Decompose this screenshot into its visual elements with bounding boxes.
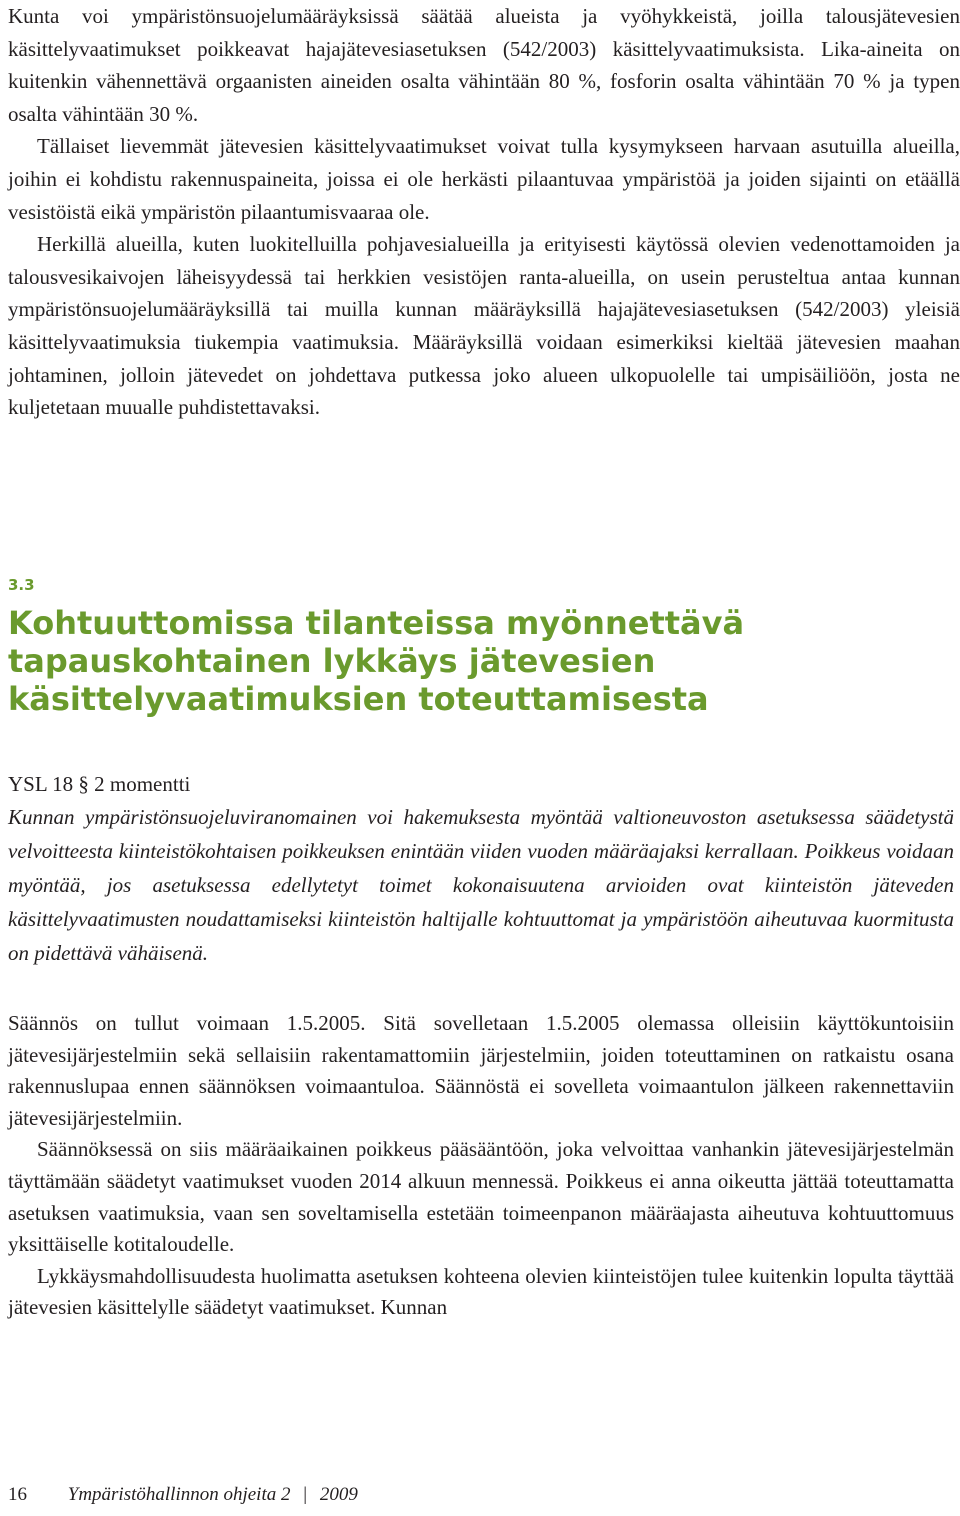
intro-paragraph-2: Tällaiset lievemmät jätevesien käsittelyvaatimukset voivat tulla kysymykseen harvaan asutuilla alueilla, joihin ei kohdistu rakennuspaineita, joissa ei ole herkästi pilaantuvaa ympäristöä ja joiden sijainti on etäällä vesistöistä eikä ympäristön pilaantumisvaaraa ole. <box>8 134 960 224</box>
page-number: 16 <box>8 1484 27 1505</box>
publication-name: Ympäristöhallinnon ohjeita <box>67 1484 277 1505</box>
intro-paragraph-3: Herkillä alueilla, kuten luokitelluilla pohjavesialueilla ja erityisesti käytössä olevien vedenottamoiden ja talousvesikaivojen läheisyydessä tai herkkien vesistöjen ranta-alueilla, on usein perusteltua antaa kunnan ympäristönsuojelumääräyksillä tai muilla kunnan määräyksillä hajajätevesiasetuksen (542/2003) yleisiä käsittelyvaatimuksia tiukempia vaatimuksia. Määräyksillä voidaan esimerkiksi kieltää jätevesien maahan johtaminen, jolloin jätevedet on johdettava putkessa joko alueen ulkopuolelle tai umpisäiliöön, josta ne kuljetetaan muualle puhdistettavaksi. <box>8 232 960 420</box>
law-quote: Kunnan ympäristönsuojeluviranomainen voi hakemuksesta myöntää valtioneuvoston asetuksessa säädetystä velvoitteesta kiinteistökohtaisen poikkeuksen enintään viiden vuoden määräajaksi kerrallaan. Poikkeus voidaan myöntää, jos asetuksessa edellytetyt toimet kokonaisuutena arvioiden ovat kiinteistön jäteveden käsittelyvaatimusten noudattamiseksi kiinteistön haltijalle kohtuuttomat ja ympäristöön aiheutuvaa kuormitusta on pidettävä vähäisenä. <box>8 805 954 965</box>
page-footer <box>8 1484 358 1506</box>
section-body <box>8 1008 954 1324</box>
section-number: 3.3 <box>8 576 35 594</box>
footer-separator: | <box>303 1484 308 1505</box>
publication-year: 2009 <box>319 1484 358 1505</box>
section-title: Kohtuuttomissa tilanteissa myönnettävä tapauskohtainen lykkäys jätevesien käsittelyvaatimuksien toteuttamisesta <box>8 604 745 718</box>
issue-number: 2 <box>281 1484 291 1505</box>
body-paragraph-2: Säännöksessä on siis määräaikainen poikkeus pääsääntöön, joka velvoittaa vanhankin jätevesijärjestelmän täyttämään säädetyt vaatimukset vuoden 2014 alkuun mennessä. Poikkeus ei anna oikeutta jättää toteuttamatta asetuksen vaatimuksia, vaan sen soveltamisella estetään toimeenpanon määräajasta aiheutuva kohtuuttomuus yksittäiselle kotitaloudelle. <box>8 1137 954 1257</box>
body-paragraph-1: Säännös on tullut voimaan 1.5.2005. Sitä sovelletaan 1.5.2005 olemassa olleisiin käyttökuntoisiin jätevesijärjestelmiin sekä sellaisiin rakentamattomiin järjestelmiin, joiden toteuttaminen on ratkaistu osana rakennuslupaa ennen säännöksen voimaantuloa. Säännöstä ei sovelleta voimaantulon jälkeen rakennettaviin jätevesijärjestelmiin. <box>8 1011 954 1130</box>
body-paragraph-3: Lykkäysmahdollisuudesta huolimatta asetuksen kohteena olevien kiinteistöjen tulee kuitenkin lopulta täyttää jätevesien käsittelylle säädetyt vaatimukset. Kunnan <box>8 1263 954 1320</box>
law-reference: YSL 18 § 2 momentti <box>8 772 191 796</box>
intro-paragraph-1: Kunta voi ympäristönsuojelumääräyksissä säätää alueista ja vyöhykkeistä, joilla talousjätevesien käsittelyvaatimukset poikkeavat hajajätevesiasetuksen (542/2003) käsittelyvaatimuksista. Lika-aineita on kuitenkin vähennettävä orgaanisten aineiden osalta vähintään 80 %, fosforin osalta vähintään 70 % ja typen osalta vähintään 30 %. <box>8 4 960 126</box>
page-body <box>8 0 960 424</box>
